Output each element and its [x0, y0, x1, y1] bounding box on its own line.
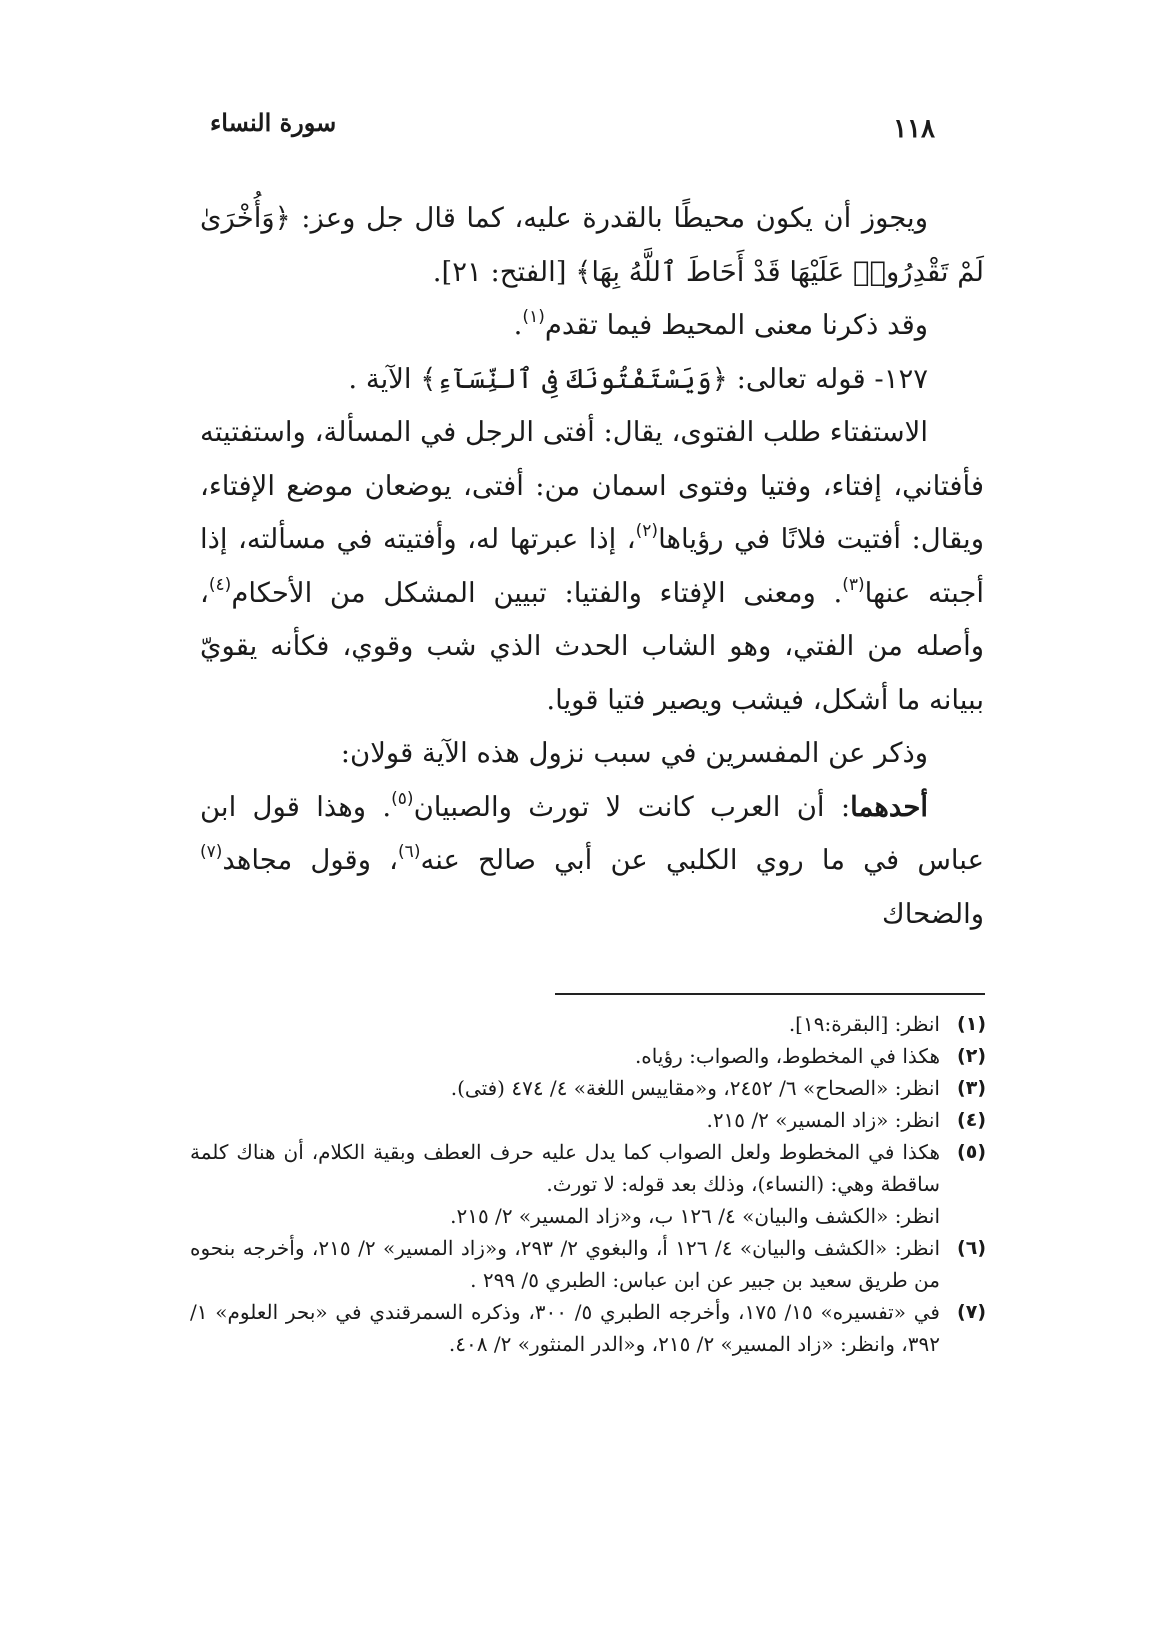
footnote-marker: (٧) — [200, 842, 223, 862]
footnote-4 — [190, 1104, 986, 1136]
footnote-text — [190, 1072, 940, 1104]
paragraph-text: : أن العرب كانت لا تورث والصبيان — [413, 790, 851, 823]
footnote-number: (٧) — [957, 1301, 986, 1323]
footnote-text — [190, 1104, 940, 1136]
footnote-text — [190, 1232, 940, 1296]
page-number: ١١٨ — [893, 114, 935, 144]
footnote-7 — [190, 1296, 986, 1360]
paragraph-5 — [200, 727, 984, 781]
footnote-number: (٥) — [957, 1141, 986, 1163]
paragraph-text: . ومعنى الإفتاء والفتيا: تبيين المشكل من الأحكام — [231, 576, 843, 609]
footnote-line: انظر: «الكشف والبيان» ٤/ ١٢٦ أ، والبغوي ٢/ ٢٩٣، و«زاد المسير» ٢/ ٢١٥، وأخرجه بنحوه من طريق سعيد بن جبير عن ابن عباس: الطبري ٥/ ٢٩٩ . — [190, 1236, 941, 1292]
footnote-text — [190, 1136, 940, 1232]
paragraph-1 — [200, 192, 984, 299]
paragraph-text: ، إذا عبرتها له، وأفتيته في مسألته، إذا أجبته عنها — [200, 523, 985, 609]
paragraph-text: وذكر عن المفسرين في سبب نزول هذه الآية قولان: — [340, 737, 928, 769]
paragraph-text: الآية . — [348, 362, 421, 395]
footnote-number: (٢) — [957, 1045, 986, 1067]
footnote-line: انظر: «زاد المسير» ٢/ ٢١٥. — [706, 1108, 940, 1132]
footnote-6 — [190, 1232, 986, 1296]
footnote-line: انظر: «الصحاح» ٦/ ٢٤٥٢، و«مقاييس اللغة» ٤/ ٤٧٤ (فتى). — [450, 1076, 940, 1100]
paragraph-4 — [200, 406, 984, 727]
paragraph-6 — [200, 781, 984, 942]
paragraph-text: ، وقول مجاهد — [222, 844, 399, 876]
verse-heading: ١٢٧- قوله تعالى: — [727, 362, 928, 395]
footnote-marker: (٦) — [398, 842, 421, 862]
paragraph-text: ، وأصله من الفتي، وهو الشاب الحدث الذي شب وقوي، فكأنه يقويّ ببيانه ما أشكل، فيشب ويصير فتيا قويا. — [200, 576, 984, 716]
footnotes — [190, 1008, 986, 1360]
footnote-3 — [190, 1072, 986, 1104]
footnote-separator — [555, 993, 985, 995]
footnote-line: هكذا في المخطوط ولعل الصواب كما يدل عليه حرف العطف وبقية الكلام، أن هناك كلمة ساقطة وهي: (النساء)، وذلك بعد قوله: لا تورث. — [190, 1140, 940, 1196]
footnote-marker: (١) — [522, 307, 545, 327]
quran-verse: ﴿وَيَسْتَفْتُونَكَ فِى ٱلنِّسَآءِ﴾ — [420, 362, 728, 395]
footnote-number: (١) — [957, 1013, 986, 1035]
footnote-line: انظر: «الكشف والبيان» ٤/ ١٢٦ ب، و«زاد المسير» ٢/ ٢١٥. — [450, 1204, 940, 1228]
lead-word: أحدهما — [850, 790, 928, 823]
paragraph-text: الاستفتاء طلب الفتوى، يقال: أفتى الرجل في المسألة، واستفتيته فأفتاني، إفتاء، وفتيا وفتوى اسمان من: أفتى، يوضعان موضع الإفتاء، ويقال: أفتيت فلانًا في رؤياها — [200, 416, 984, 555]
footnote-line: في «تفسيره» ١٥/ ١٧٥، وأخرجه الطبري ٥/ ٣٠٠، وذكره السمرقندي في «بحر العلوم» ١/ ٣٩٢، وانظر: «زاد المسير» ٢/ ٢١٥، و«الدر المنثور» ٢/ ٤٠٨. — [190, 1300, 940, 1356]
verse-reference: [الفتح: ٢١]. — [432, 255, 576, 288]
footnote-number: (٦) — [957, 1237, 986, 1259]
paragraph-2 — [200, 299, 984, 353]
footnote-text — [190, 1296, 940, 1360]
footnote-marker: (٤) — [208, 574, 232, 595]
footnote-text — [190, 1008, 940, 1040]
footnote-5 — [190, 1136, 986, 1232]
footnote-marker: (٣) — [842, 574, 865, 595]
footnote-1 — [190, 1008, 986, 1040]
paragraph-text: والضحاك — [882, 897, 984, 930]
quran-verse: ﴿وَأُخْرَىٰ لَمْ تَقْدِرُوا۟ عَلَيْهَا قَدْ أَحَاطَ ٱللَّهُ بِهَا﴾ — [200, 202, 984, 288]
footnote-2 — [190, 1040, 986, 1072]
paragraph-3 — [200, 353, 984, 407]
page-header — [210, 108, 935, 148]
footnote-line: انظر: [البقرة:١٩]. — [788, 1012, 940, 1036]
footnote-number: (٤) — [957, 1109, 986, 1131]
paragraph-text: وقد ذكرنا معنى المحيط فيما تقدم — [544, 309, 928, 341]
footnote-line: هكذا في المخطوط، والصواب: رؤياه. — [634, 1044, 940, 1068]
paragraph-text: ويجوز أن يكون محيطًا بالقدرة عليه، كما قال جل وعز: — [290, 202, 928, 234]
footnote-text — [190, 1040, 940, 1072]
footnote-marker: (٥) — [391, 788, 414, 809]
running-title: سورة النساء — [210, 108, 337, 137]
paragraph-text: . — [513, 309, 523, 341]
footnote-number: (٣) — [957, 1077, 986, 1099]
main-text — [200, 192, 984, 941]
footnote-marker: (٢) — [635, 521, 659, 541]
paragraph-text: . وهذا قول ابن عباس في ما روي الكلبي عن أبي صالح عنه — [200, 790, 984, 876]
